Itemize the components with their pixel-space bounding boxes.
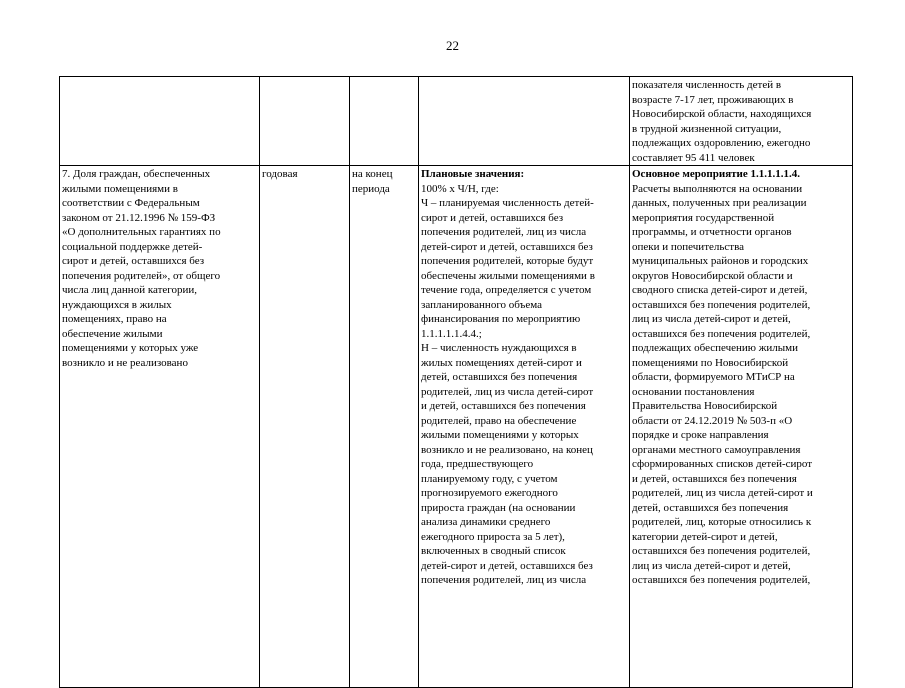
text-line: жилых помещениях детей-сирот и xyxy=(421,356,582,369)
text-line: запланированного объема xyxy=(421,298,542,311)
data-source-heading: Основное мероприятие 1.1.1.1.1.4. xyxy=(632,168,801,180)
text-line: «О дополнительных гарантиях по xyxy=(62,226,221,238)
text-line: детей-сирот и детей, оставшихся без xyxy=(421,240,593,253)
text-line: и детей, оставшихся без попечения xyxy=(632,472,797,485)
text-line: категории детей-сирот и детей, xyxy=(632,530,778,543)
text-line: составляет 95 411 человек xyxy=(632,151,755,164)
text-line: включенных в сводный список xyxy=(421,545,566,557)
text-line: помещениями у которых уже xyxy=(62,342,199,354)
indicators-table xyxy=(59,76,853,688)
text-line: 100% х Ч/Н, где: xyxy=(421,182,499,195)
text-line: родителей, лиц из числа детей-сирот и xyxy=(632,487,813,499)
text-line: области от 24.12.2019 № 503-п «О xyxy=(632,414,793,427)
page-number: 22 xyxy=(446,38,459,53)
continuation-source-text xyxy=(632,78,850,165)
text-line: течение года, определяется с учетом xyxy=(421,284,592,296)
data-source-text xyxy=(632,182,850,588)
text-line: сформированных списков детей-сирот xyxy=(632,458,813,470)
calculation-method-heading: Плановые значения: xyxy=(421,168,525,180)
text-line: помещениями по Новосибирской xyxy=(632,356,789,369)
text-line: ежегодного прироста за 5 лет), xyxy=(421,530,565,543)
text-line: оставшихся без попечения родителей, xyxy=(632,545,811,557)
text-line: 1.1.1.1.1.4.4.; xyxy=(421,327,482,340)
text-line: года, предшествующего xyxy=(421,458,534,470)
text-line: области, формируемого МТиСР на xyxy=(632,371,795,383)
continuation-source-cell xyxy=(630,77,853,166)
text-line: опеки и попечительства xyxy=(632,240,745,253)
text-line: возникло и не реализовано xyxy=(62,356,188,369)
calculation-method-cell xyxy=(419,166,630,688)
text-line: планируемому году, с учетом xyxy=(421,472,558,485)
text-line: в трудной жизненной ситуации, xyxy=(632,122,782,135)
text-line: Расчеты выполняются на основании xyxy=(632,182,803,195)
text-line: родителей, лиц, которые относились к xyxy=(632,516,812,528)
text-line: детей, оставшихся без попечения xyxy=(421,371,578,383)
text-line: оставшихся без попечения родителей, xyxy=(632,574,811,586)
text-line: возникло и не реализовано, на конец xyxy=(421,443,593,456)
text-line: оставшихся без попечения родителей, xyxy=(632,327,811,340)
text-line: лиц из числа детей-сирот и детей, xyxy=(632,559,791,572)
continuation-method-cell xyxy=(419,77,630,166)
text-line: обеспечение жилыми xyxy=(62,327,163,340)
text-line: законом от 21.12.1996 № 159-ФЗ xyxy=(62,211,216,224)
text-line: соответствии с Федеральным xyxy=(62,197,200,209)
periodicity-cell xyxy=(260,166,350,688)
text-line: попечения родителей», от общего xyxy=(62,269,221,282)
text-line: обеспечены жилыми помещениями в xyxy=(421,269,595,282)
table-row-continuation xyxy=(60,77,853,166)
text-line: жилыми помещениями у которых xyxy=(421,429,579,441)
text-line: программы, и отчетности органов xyxy=(632,226,792,238)
text-line: порядке и сроке направления xyxy=(632,429,769,441)
text-line: детей-сирот и детей, оставшихся без xyxy=(421,559,593,572)
text-line: прогнозируемого ежегодного xyxy=(421,487,558,499)
period-text xyxy=(352,167,416,196)
text-line: лиц из числа детей-сирот и детей, xyxy=(632,313,791,325)
period-cell xyxy=(350,166,419,688)
calculation-method-text xyxy=(421,182,627,588)
text-line: помещениях, право на xyxy=(62,313,167,325)
text-line: оставшихся без попечения родителей, xyxy=(632,298,811,311)
text-line: социальной поддержке детей- xyxy=(62,240,203,253)
continuation-period-cell xyxy=(350,77,419,166)
text-line: на конец xyxy=(352,168,393,180)
text-line: Ч – планируемая численность детей- xyxy=(421,197,594,209)
text-line: сирот и детей, оставшихся без xyxy=(421,211,564,224)
text-line: анализа динамики среднего xyxy=(421,516,551,528)
text-line: сводного списка детей-сирот и детей, xyxy=(632,284,808,296)
text-line: мероприятия государственной xyxy=(632,211,775,224)
text-line: нуждающихся в жилых xyxy=(62,298,172,311)
text-line: жилыми помещениями в xyxy=(62,182,178,195)
text-line: округов Новосибирской области и xyxy=(632,269,793,282)
text-line: сирот и детей, оставшихся без xyxy=(62,255,205,267)
text-line: числа лиц данной категории, xyxy=(62,284,198,296)
text-line: 7. Доля граждан, обеспеченных xyxy=(62,168,211,180)
text-line: возрасте 7-17 лет, проживающих в xyxy=(632,93,794,106)
text-line: финансирования по мероприятию xyxy=(421,313,581,325)
text-line: органами местного самоуправления xyxy=(632,443,801,456)
text-line: основании постановления xyxy=(632,385,755,398)
indicator-name-text xyxy=(62,167,257,370)
text-line: Н – численность нуждающихся в xyxy=(421,342,577,354)
indicator-name-cell xyxy=(60,166,260,688)
data-source-cell xyxy=(630,166,853,688)
text-line: подлежащих обеспечению жилыми xyxy=(632,342,798,354)
continuation-periodicity-cell xyxy=(260,77,350,166)
text-line: попечения родителей, лиц из числа xyxy=(421,574,587,586)
text-line: Правительства Новосибирской xyxy=(632,400,778,412)
text-line: детей, оставшихся без попечения xyxy=(632,501,789,514)
table-row-indicator-7 xyxy=(60,166,853,688)
text-line: попечения родителей, которые будут xyxy=(421,255,594,267)
text-line: муниципальных районов и городских xyxy=(632,255,809,267)
text-line: подлежащих оздоровлению, ежегодно xyxy=(632,137,811,149)
text-line: данных, полученных при реализации xyxy=(632,197,807,209)
text-line: родителей, лиц из числа детей-сирот xyxy=(421,385,594,398)
text-line: Новосибирской области, находящихся xyxy=(632,108,812,120)
text-line: периода xyxy=(352,182,390,195)
continuation-indicator-cell xyxy=(60,77,260,166)
text-line: прироста граждан (на основании xyxy=(421,501,576,514)
text-line: родителей, право на обеспечение xyxy=(421,414,577,427)
periodicity-text: годовая xyxy=(262,168,298,180)
text-line: попечения родителей, лиц из числа xyxy=(421,226,587,238)
text-line: и детей, оставшихся без попечения xyxy=(421,400,586,412)
text-line: показателя численность детей в xyxy=(632,79,782,91)
